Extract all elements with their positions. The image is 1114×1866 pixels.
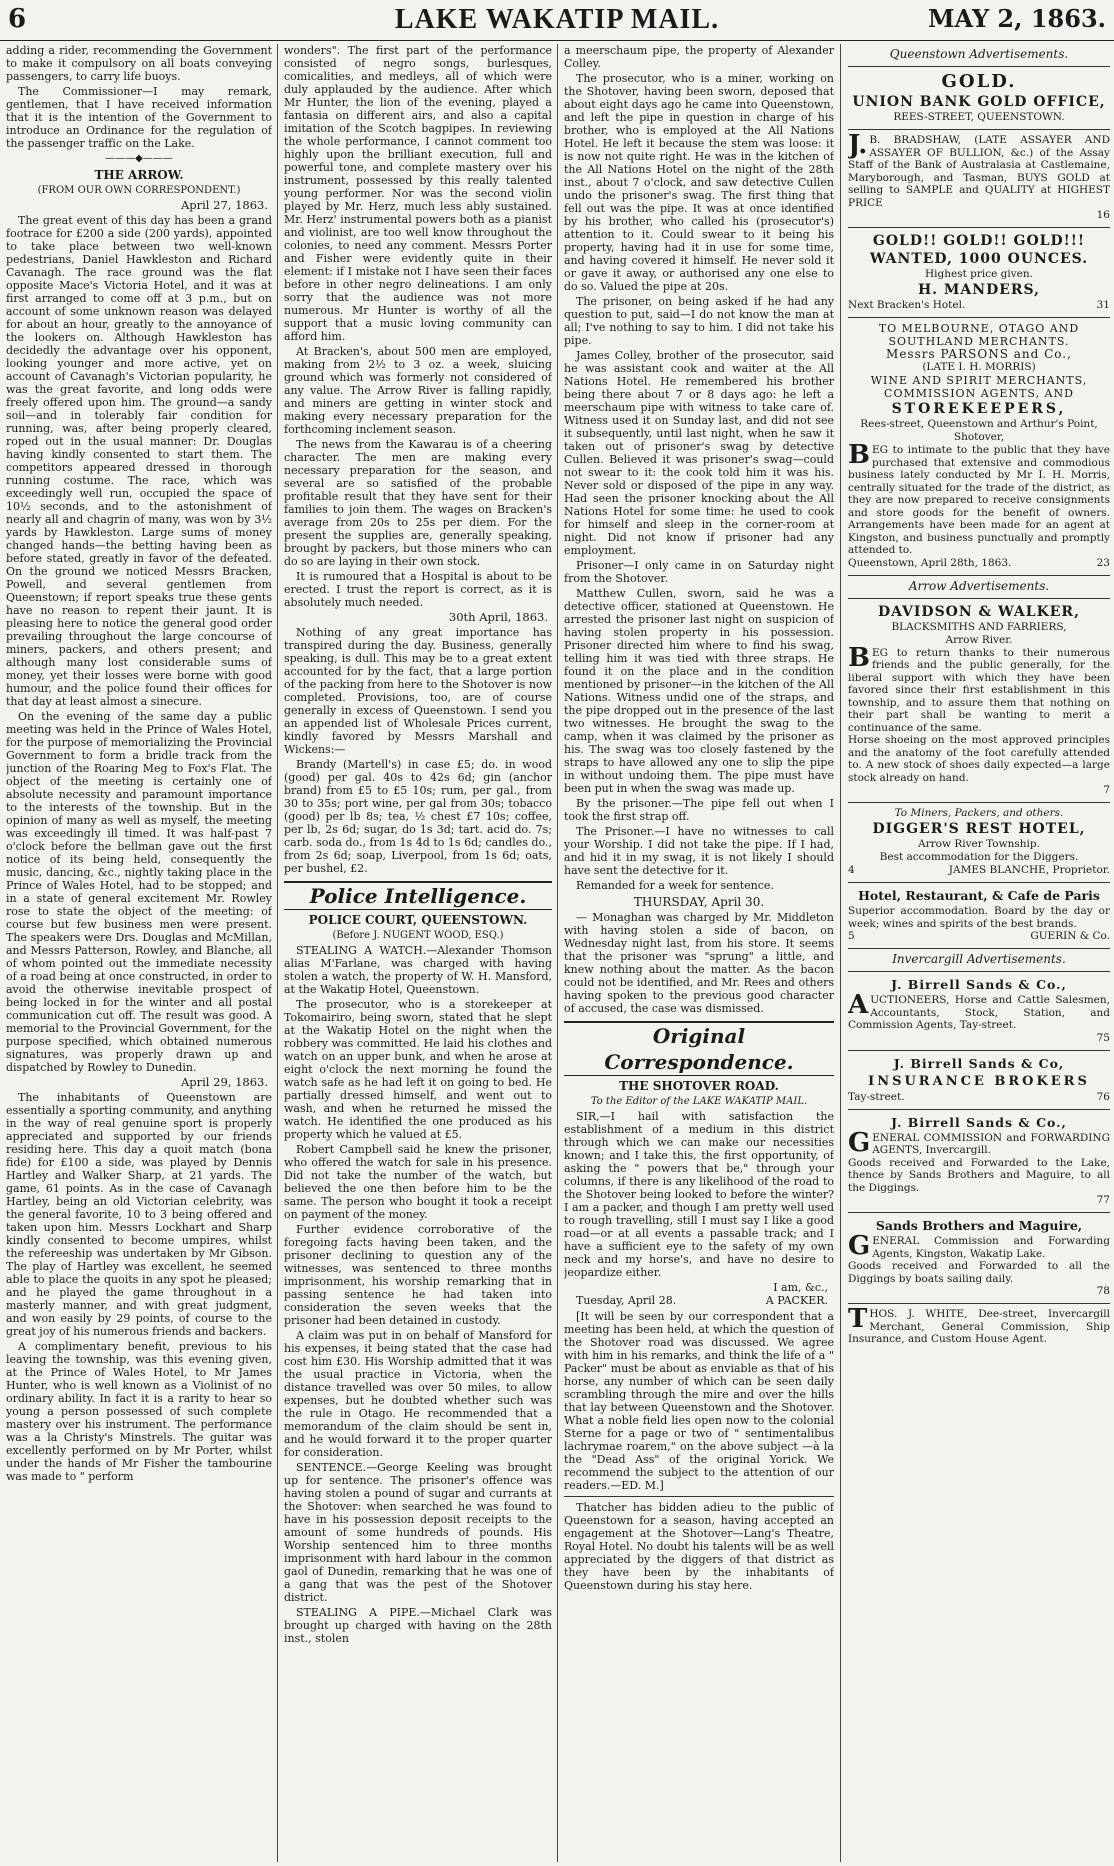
paragraph: adding a rider, recommending the Government to make it compulsory on all boats conveying passengers, to carry life buoys. bbox=[6, 44, 272, 83]
ad-bradshaw bbox=[848, 130, 1110, 228]
column-1 bbox=[6, 44, 272, 1862]
ad-date: Queenstown, April 28th, 1863. bbox=[848, 556, 1012, 569]
ad-number: 4 bbox=[848, 864, 855, 876]
ad-body: GENERAL COMMISSION and FORWARDING AGENTS, Invercargill. bbox=[848, 1127, 1110, 1158]
paragraph: The Commissioner—I may remark, gentlemen, that I have received information that it is the intention of the Government to introduce an Ordinance for the regulation of the passenger traffic on the Lake. bbox=[6, 85, 272, 150]
column-rule bbox=[277, 44, 278, 1862]
paragraph: Nothing of any great importance has transpired during the day. Business, generally speaking, is dull. This may be to a great extent accounted for by the fact, that a large portion of the packing from here to the Shotover is now completed. Provisions, too, are of course generally in excess of Queenstown. I send you an appended list of Wholesale Prices current, kindly favored by Messrs Marshall and Wickens:— bbox=[284, 626, 552, 756]
ad-footer bbox=[848, 1285, 1110, 1298]
court-subheading: (Before J. NUGENT WOOD, ESQ.) bbox=[332, 930, 504, 941]
ad-body: Goods received and Forwarded to all the Diggings by boats sailing daily. bbox=[848, 1260, 1110, 1285]
newspaper-title: LAKE WAKATIP MAIL. bbox=[394, 4, 720, 35]
ad-subtitle: INSURANCE BROKERS bbox=[868, 1073, 1090, 1089]
ad-subtitle: UNION BANK GOLD OFFICE, bbox=[852, 94, 1106, 110]
letter-author: A PACKER. bbox=[765, 1294, 828, 1307]
ad-birrell-forwarding bbox=[848, 1110, 1110, 1214]
letter-closing: I am, &c., bbox=[773, 1281, 828, 1294]
ad-name: H. MANDERS, bbox=[917, 282, 1041, 298]
ad-title: GOLD. bbox=[941, 71, 1017, 92]
ad-number: 16 bbox=[1096, 209, 1110, 221]
ad-birrell-auctioneers bbox=[848, 972, 1110, 1051]
dateline: 30th April, 1863. bbox=[448, 610, 548, 624]
ad-body: BEG to intimate to the public that they have purchased that extensive and commodious business lately conducted by Mr I. H. Morris, centrally situated for the trade of the district, as they are now prepared to receive consignments and store goods for the benefit of owners. Arrangements have been made for an agent at Kingston, and business punctually and promptly attended to. bbox=[848, 440, 1110, 556]
paragraph: The prisoner, on being asked if he had any question to put, said—I do not know the man at all; I've nothing to say to him. I did not take his pipe. bbox=[564, 295, 834, 347]
court-heading: POLICE COURT, QUEENSTOWN. bbox=[308, 913, 528, 927]
ad-line: Highest price given. bbox=[924, 268, 1033, 280]
ad-line: To Miners, Packers, and others. bbox=[894, 807, 1064, 819]
ad-address: REES-STREET, QUEENSTOWN. bbox=[893, 111, 1065, 123]
paragraph: a meerschaum pipe, the property of Alexander Colley. bbox=[564, 44, 834, 70]
ad-cafe-de-paris bbox=[848, 883, 1110, 949]
section-heading-arrow: Arrow Advertisements. bbox=[848, 576, 1110, 599]
paragraph: It is rumoured that a Hospital is about to be erected. I trust the report is correct, as it is absolutely much needed. bbox=[284, 570, 552, 609]
ad-title: J. Birrell Sands & Co, bbox=[893, 1055, 1065, 1071]
ad-address: Next Bracken's Hotel. bbox=[848, 299, 966, 311]
ad-footer bbox=[848, 930, 1110, 943]
ad-title: Hotel, Restaurant, & Cafe de Paris bbox=[858, 888, 1100, 903]
paragraph: wonders". The first part of the performance consisted of negro songs, burlesques, comicalities, and medleys, all of which were duly applauded by the audience. After which Mr Hunter, the lion of the evening, played a fantasia on different airs, and also a capital imitation of the Scotch bagpipes. In reviewing the whole performance, I cannot comment too highly upon the brilliant execution, full and powerful tone, and complete mastery over his instrument, possessed by this really talented young performer. Nor was the second violin played by Mr. Herz, much less ably sustained. Mr. Herz' instrumental powers both as a pianist and violinist, are too well know throughout the colonies, to need any comment. Messrs Porter and Fisher were evidently quite in their element: if I mistake not I have seen their faces before in other negro delineations. I am only sorry that the audience was not more numerous. Mr Hunter is worthy of all the support that a music loving community can afford him. bbox=[284, 44, 552, 343]
masthead bbox=[0, 0, 1114, 41]
ad-union-bank bbox=[848, 67, 1110, 130]
section-heading-invercargill: Invercargill Advertisements. bbox=[848, 949, 1110, 972]
paragraph: By the prisoner.—The pipe fell out when I took the first strap off. bbox=[564, 797, 834, 823]
ad-parsons bbox=[848, 318, 1110, 576]
paragraph: The news from the Kawarau is of a cheering character. The men are making every necessary preparation for the season, and several are so satisfied of the probable profitable result that they have sent for their families to join them. The wages on Bracken's average from 20s to 25s per diem. For the present the supplies are, generally speaking, brought by packers, but those miners who can do so are laying in their own stock. bbox=[284, 438, 552, 568]
letter-addressee: To the Editor of the LAKE WAKATIP MAIL. bbox=[590, 1096, 808, 1107]
paragraph: — Monaghan was charged by Mr. Middleton with having stolen a side of bacon, on Wednesday night last, from his store. It seems that the prisoner was "sprung" a little, and knew nothing about the matter. As the bacon could not be identified, and Mr. Rees and others having spoken to the previous good character of accused, the case was dismissed. bbox=[564, 911, 834, 1015]
column-rule bbox=[840, 44, 841, 1862]
letter-date: Tuesday, April 28. bbox=[576, 1294, 677, 1307]
dateline-thursday: THURSDAY, April 30. bbox=[633, 895, 765, 909]
ad-birrell-insurance bbox=[848, 1051, 1110, 1110]
ad-name: Messrs PARSONS and Co., bbox=[886, 347, 1072, 361]
column-3 bbox=[564, 44, 834, 1862]
section-heading-correspondence: Original Correspondence. bbox=[564, 1021, 834, 1076]
ad-number: 77 bbox=[1096, 1194, 1110, 1206]
ad-body: Horse shoeing on the most approved principles and the anatomy of the foot carefully attended to. A new stock of shoes daily expected—a large stock already on hand. bbox=[848, 734, 1110, 784]
paragraph: On the evening of the same day a public meeting was held in the Prince of Wales Hotel, for the purpose of memorializing the Provincial Government to form a bridle track from the junction of the Roaring Meg to Fox's Flat. The object of the meeting is certainly one of absolute necessity and paramount importance to the interests of the township. But in the opinion of many as well as myself, the meeting was exceedingly ill timed. It was half-past 7 o'clock before the bellman gave out the first notice of its being held, consequently the music, dancing, &c., nightly taking place in the Prince of Wales Hotel, had to be stopped; and in a state of general excitement Mr. Rowley rose to state the object of the meeting: of course but few business men were present. The speakers were Drs. Douglas and McMillan, and Messrs Patterson, Rowley, and Blanche, all of whom pointed out the immediate necessity of a road being at once constructed, in order to avoid the otherwise inevitable prospect of being locked in for the winter and all postal communication cut off. The result was good. A memorial to the Provincial Government, for the purpose specified, which obtained numerous signatures, was properly drawn up and dispatched by Rowley to Dunedin. bbox=[6, 710, 272, 1074]
paragraph: The prosecutor, who is a miner, working on the Shotover, having been sworn, deposed that about eight days ago he came into Queenstown, and left the pipe in question in charge of his brother, who is employed at the All Nations Hotel. He left it because the stem was loose: it is now not quite right. He was in the kitchen of the All Nations Hotel on the night of the 28th inst., about 7 o'clock, and saw detective Cullen undo the prisoner's swag. The first thing that fell out was the pipe. It was at once identified by his brother, who called his (prosecutor's) attention to it. Could swear to it being his property, having had it in use for some time, and having covered it himself. He never sold it or gave it away, or authorised any one else to do so. Valued the pipe at 20s. bbox=[564, 72, 834, 293]
section-heading-police: Police Intelligence. bbox=[284, 881, 552, 910]
ad-davidson-walker bbox=[848, 599, 1110, 804]
column-4-advertisements bbox=[848, 44, 1110, 1862]
ad-manders bbox=[848, 228, 1110, 318]
ad-body: THOS. J. WHITE, Dee-street, Invercargill Merchant, General Commission, Ship Insurance, and Custom House Agent. bbox=[848, 1304, 1110, 1345]
ad-footer bbox=[848, 1194, 1110, 1207]
ad-footer bbox=[848, 557, 1110, 570]
ad-title: DAVIDSON & WALKER, bbox=[878, 603, 1080, 620]
ad-footer bbox=[848, 864, 1110, 877]
letter-signature bbox=[576, 1294, 828, 1307]
dateline: April 27, 1863. bbox=[180, 198, 268, 212]
ad-proprietor: JAMES BLANCHE, Proprietor. bbox=[948, 864, 1110, 876]
ad-body: Superior accommodation. Board by the day or week; wines and spirits of the best brands. bbox=[848, 905, 1110, 930]
ad-diggers-rest bbox=[848, 803, 1110, 883]
paragraph: STEALING A PIPE.—Michael Clark was brought up charged with having on the 28th inst., stolen bbox=[284, 1606, 552, 1645]
editor-note: [It will be seen by our correspondent that a meeting has been held, at which the question of the Shotover road was discussed. We agree with him in his remarks, and think the life of a " Packer" must be about as enviable as that of his horse, any number of which can be seen daily scrambling through the mire and over the hills that lay between Queenstown and the Shotover. What a noble field lies open now to the colonial Sterne for a page or two of " sentimentalibus lachrymae roarem," on the above subject —à la the "Dead Ass" of the original Yorick. We recommend the subject to the attention of our readers.—ED. M.] bbox=[564, 1310, 834, 1492]
ad-footer bbox=[848, 784, 1110, 797]
paragraph: The inhabitants of Queenstown are essentially a sporting community, and anything in the way of real genuine sport is properly appreciated and supported by our friends residing here. This day a quoit match (bona fide) for £100 a side, was played by Dennis Hartley and Walker Sharp, at 21 yards. The game, 61 points. As in the case of Cavanagh Hartley, being an old Victorian celebrity, was the general favorite, 10 to 3 being offered and taken upon him. Messrs Lockhart and Sharp kindly consented to become umpires, whilst the refereeship was undertaken by Mr Gibson. The play of Hartley was excellent, he seemed able to place the quoits in any spot he pleased; and he played the game throughout in a masterly manner, and with great judgment, and won easily by 29 points, of course to the great joy of his numerous friends and backers. bbox=[6, 1091, 272, 1338]
ad-number: 78 bbox=[1096, 1285, 1110, 1297]
paragraph: SIR,—I hail with satisfaction the establishment of a medium in this district through which we can make our necessities known; and I take this, the first opportunity, of asking the " powers that be," through your columns, if there is any likelihood of the road to the Shotover being looked to before the winter? I am a packer, and though I am pretty well used to rough travelling, still I must say I like a good road—or at all events a passable track; and I have a sufficient eye to the safety of my own neck and my horse's, and have no desire to jeopardize either. bbox=[564, 1110, 834, 1279]
ad-footer bbox=[848, 299, 1110, 312]
ad-body: Goods received and Forwarded to the Lake, thence by Sands Brothers and Maguire, to all the Diggings. bbox=[848, 1156, 1110, 1194]
ad-title: DIGGER'S REST HOTEL, bbox=[872, 821, 1086, 837]
ad-title: GOLD!! GOLD!! GOLD!!! bbox=[872, 233, 1086, 249]
ad-number: 75 bbox=[1096, 1031, 1110, 1044]
ad-number: 5 bbox=[848, 930, 855, 942]
paragraph: Prisoner—I only came in on Saturday night from the Shotover. bbox=[564, 559, 834, 585]
paragraph: SENTENCE.—George Keeling was brought up for sentence. The prisoner's offence was having stolen a pound of sugar and currants at the Shotover: when searched he was found to have in his possession deposit receipts to the amount of some hundreds of pounds. His Worship sentenced him to three months imprisonment with hard labour in the common gaol of Dunedin, remarking that he was one of a gang that was the pest of the Shotover district. bbox=[284, 1461, 552, 1604]
paragraph: At Bracken's, about 500 men are employed, making from 2½ to 3 oz. a week, sluicing ground which was formerly not considered of any value. The Arrow River is falling rapidly, and miners are getting in winter stock and making every necessary preparation for the forthcoming inclement season. bbox=[284, 345, 552, 436]
article-heading-arrow: THE ARROW. bbox=[94, 168, 184, 182]
ad-body: BEG to return thanks to their numerous friends and the public generally, for the liberal support with which they have been favored since their first establishment in this township, and to assure them that nothing on their part shall be wanting to merit a continuance of the same. bbox=[848, 642, 1110, 734]
divider bbox=[564, 1496, 834, 1497]
ad-line: STOREKEEPERS, bbox=[891, 401, 1067, 417]
ad-title: Sands Brothers and Maguire, bbox=[875, 1218, 1083, 1233]
ad-number: 23 bbox=[1096, 556, 1110, 569]
ad-footer bbox=[848, 209, 1110, 222]
ad-sands-maguire bbox=[848, 1213, 1110, 1304]
ad-subtitle: WANTED, 1000 OUNCES. bbox=[869, 251, 1089, 267]
ad-proprietor: GUERIN & Co. bbox=[1030, 930, 1110, 942]
ad-footer bbox=[848, 1032, 1110, 1045]
ad-title: J. Birrell Sands & Co., bbox=[891, 1114, 1067, 1130]
paragraph: STEALING A WATCH.—Alexander Thomson alias M'Farlane, was charged with having stolen a watch, the property of W. H. Mansford, at the Wakatip Hotel, Queenstown. bbox=[284, 944, 552, 996]
price-list: Brandy (Martell's) in case £5; do. in wood (good) per gal. 40s to 42s 6d; gin (anchor brand) from £5 to £5 10s; rum, per gal., from 30 to 35s; port wine, per gal from 30s; tobacco (good) per lb 8s; tea, ½ chest £7 10s; coffee, per lb, 2s 6d; sugar, do 1s 3d; tart. acid do. 7s; carb. soda do., from 1s 4d to 1s 6d; candles do., from 2s 6d; soap, Liverpool, from 1s 6d; oats, per bushel, £2. bbox=[284, 758, 552, 875]
letter-title: THE SHOTOVER ROAD. bbox=[619, 1079, 779, 1093]
ad-footer bbox=[848, 1091, 1110, 1104]
ad-address: Rees-street, Queenstown and Arthur's Point, Shotover, bbox=[860, 418, 1098, 443]
ad-number: 7 bbox=[1103, 784, 1110, 796]
ad-number: 31 bbox=[1096, 299, 1110, 311]
ad-line: Best accommodation for the Diggers. bbox=[879, 851, 1079, 863]
ad-body: GENERAL Commission and Forwarding Agents, Kingston, Wakatip Lake. bbox=[848, 1231, 1110, 1261]
paragraph: Robert Campbell said he knew the prisoner, who offered the watch for sale in his presence. Did not take the number of the watch, but believed the one then before him to be the same. The person who bought it took a receipt on payment of the money. bbox=[284, 1143, 552, 1221]
paragraph: The Prisoner.—I have no witnesses to call your Worship. I did not take the pipe. If I had, and hid it in my swag, it is not likely I should have sent the detective for it. bbox=[564, 825, 834, 877]
paragraph: James Colley, brother of the prosecutor, said he was assistant cook and waiter at the All Nations Hotel. He remembered his brother being there about 7 or 8 days ago: he left a meerschaum pipe with witness to take care of. Witness used it on Sunday last, and did not see it subsequently, until last night, when he saw it taken out of prisoner's swag by detective Cullen. Believed it was prisoner's swag—could not swear to it: the cook told him it was his. Never sold or disposed of the pipe in any way. Had seen the prisoner knocking about the All Nations Hotel for some time: he used to cook for himself and sleep in the corner-room at night. Did not know if prisoner had any employment. bbox=[564, 349, 834, 557]
paragraph: Remanded for a week for sentence. bbox=[576, 879, 774, 892]
paragraph: Matthew Cullen, sworn, said he was a detective officer, stationed at Queenstown. He arrested the prisoner last night on suspicion of having stolen property in his possession. Prisoner directed him where to find his swag, telling him it was tied with three straps. He found it on the place and in the condition mentioned by prisoner—in the kitchen of the All Nations. Witness undid one of the straps, and the pipe dropped out in the presence of the last two witnesses. He brought the swag to the camp, when it was claimed by the prisoner as his. The swag was too closely fastened by the straps to have allowed any one to slip the pipe in without undoing them. The pipe must have been put in when the swag was made up. bbox=[564, 587, 834, 795]
ad-line: WINE AND SPIRIT MERCHANTS, COMMISSION AGENTS, AND bbox=[870, 374, 1088, 400]
paragraph: The great event of this day has been a grand footrace for £200 a side (200 yards), appointed to take place between two well-known pedestrians, Daniel Hawkleston and Richard Cavanagh. The race ground was the flat opposite Mace's Victoria Hotel, and it was at first arranged to come off at 3 p.m., but on account of some unknown reason was delayed for about an hour, greatly to the annoyance of the lookers on. Although Hawkleston has decidedly the advantage over his opponent, looking younger and more active, yet on account of Cavanagh's Victorian popularity, he was the great favorite, and long odds were freely offered upon him. The ground—a sandy soil—and in tolerably fair condition for running, was, after being properly cleared, roped out in the usual manner: Dr. Douglas having kindly consented to start them. The competitors appeared dressed in thorough running costume. The race, which was exceedingly well run, occupied the space of 10½ seconds, and to the astonishment of nearly all and chagrin of many, was won by 3½ yards by Hawkleston. Large sums of money changed hands—the betting having been as before stated, greatly in favor of the defeated. On the ground we noticed Messrs Bracken, Powell, and several gentlemen from Queenstown; if report speaks true these gents have no reason to repent their jaunt. It is pleasing here to notice the general good order prevailing throughout the large concourse of miners, packers, and others present; and although many lost considerable sums of money, yet their losses were borne with good humour, and the police found their offices for that day at least almost a sinecure. bbox=[6, 214, 272, 708]
ad-subtitle: BLACKSMITHS AND FARRIERS, bbox=[891, 620, 1067, 633]
paragraph: Further evidence corroborative of the foregoing facts having been taken, and the prisoner declining to question any of the witnesses, was sentenced to three months imprisonment, his worship remarking that in passing sentence he had taken into consideration the seven weeks that the prisoner had been detained in custody. bbox=[284, 1223, 552, 1327]
ad-address: Arrow River Township. bbox=[918, 838, 1040, 850]
ad-title: TO MELBOURNE, OTAGO AND SOUTHLAND MERCHANTS. bbox=[878, 322, 1080, 348]
dateline: April 29, 1863. bbox=[180, 1075, 268, 1089]
page-number: 6 bbox=[8, 4, 27, 34]
ad-address: Tay-street. bbox=[848, 1090, 905, 1103]
paragraph: Thatcher has bidden adieu to the public of Queenstown for a season, having accepted an engagement at the Shotover—Lang's Theatre, Royal Hotel. No doubt his talents will be as well appreciated by the diggers of that district as they have been by the inhabitants of Queenstown during his stay here. bbox=[564, 1501, 834, 1592]
section-heading-queenstown: Queenstown Advertisements. bbox=[848, 44, 1110, 67]
ad-body: AUCTIONEERS, Horse and Cattle Salesmen, Accountants, Stock, Station, and Commission Agents, Tay-street. bbox=[848, 990, 1110, 1031]
column-2 bbox=[284, 44, 552, 1862]
paragraph: A claim was put in on behalf of Mansford for his expenses, it being stated that the case had cost him £30. His Worship admitted that it was the usual practice in Victoria, when the distance travelled was over 50 miles, to allow expenses, but he doubted whether such was the rule in Otago. He recommended that a memorandum of the claim should be sent in, and he would forward it to the proper quarter for consideration. bbox=[284, 1329, 552, 1459]
ad-body: J.B. BRADSHAW, (LATE ASSAYER AND ASSAYER OF BULLION, &c.) of the Assay Staff of the Bank of Australasia at Castlemaine, Maryborough, and Tasman, BUYS GOLD at selling to SAMPLE and QUALITY at HIGHEST PRICE bbox=[848, 130, 1110, 209]
ad-title: J. Birrell Sands & Co., bbox=[891, 977, 1067, 992]
ad-thos-white bbox=[848, 1304, 1110, 1351]
article-subheading: (FROM OUR OWN CORRESPONDENT.) bbox=[37, 185, 241, 196]
paragraph: A complimentary benefit, previous to his leaving the township, was this evening given, at the Prince of Wales Hotel, to Mr James Hunter, who is well known as a Violinist of no ordinary ability. In fact it is a rarity to hear so young a person possessed of such complete mastery over his instrument. The performance was a la Christy's Minstrels. The guitar was excellently performed on by Mr Porter, whilst under the hands of Mr Fisher the tambourine was made to " perform bbox=[6, 1340, 272, 1483]
ornament-divider: ———◆——— bbox=[105, 153, 173, 164]
ad-address: Arrow River. bbox=[945, 633, 1013, 646]
ad-number: 76 bbox=[1096, 1090, 1110, 1103]
ad-line: (LATE I. H. MORRIS) bbox=[922, 361, 1036, 373]
paragraph: The prosecutor, who is a storekeeper at Tokomairiro, being sworn, stated that he slept at the Wakatip Hotel on the night when the robbery was committed. He laid his clothes and watch on an upper bunk, and when he arose at eight o'clock the next morning he found the watch safe as he had left it on going to bed. He partially dressed himself, and went out to wash, and when he returned he missed the watch. He identified the one produced as his property which he valued at £5. bbox=[284, 998, 552, 1141]
issue-date: MAY 2, 1863. bbox=[927, 4, 1106, 33]
column-rule bbox=[557, 44, 558, 1862]
